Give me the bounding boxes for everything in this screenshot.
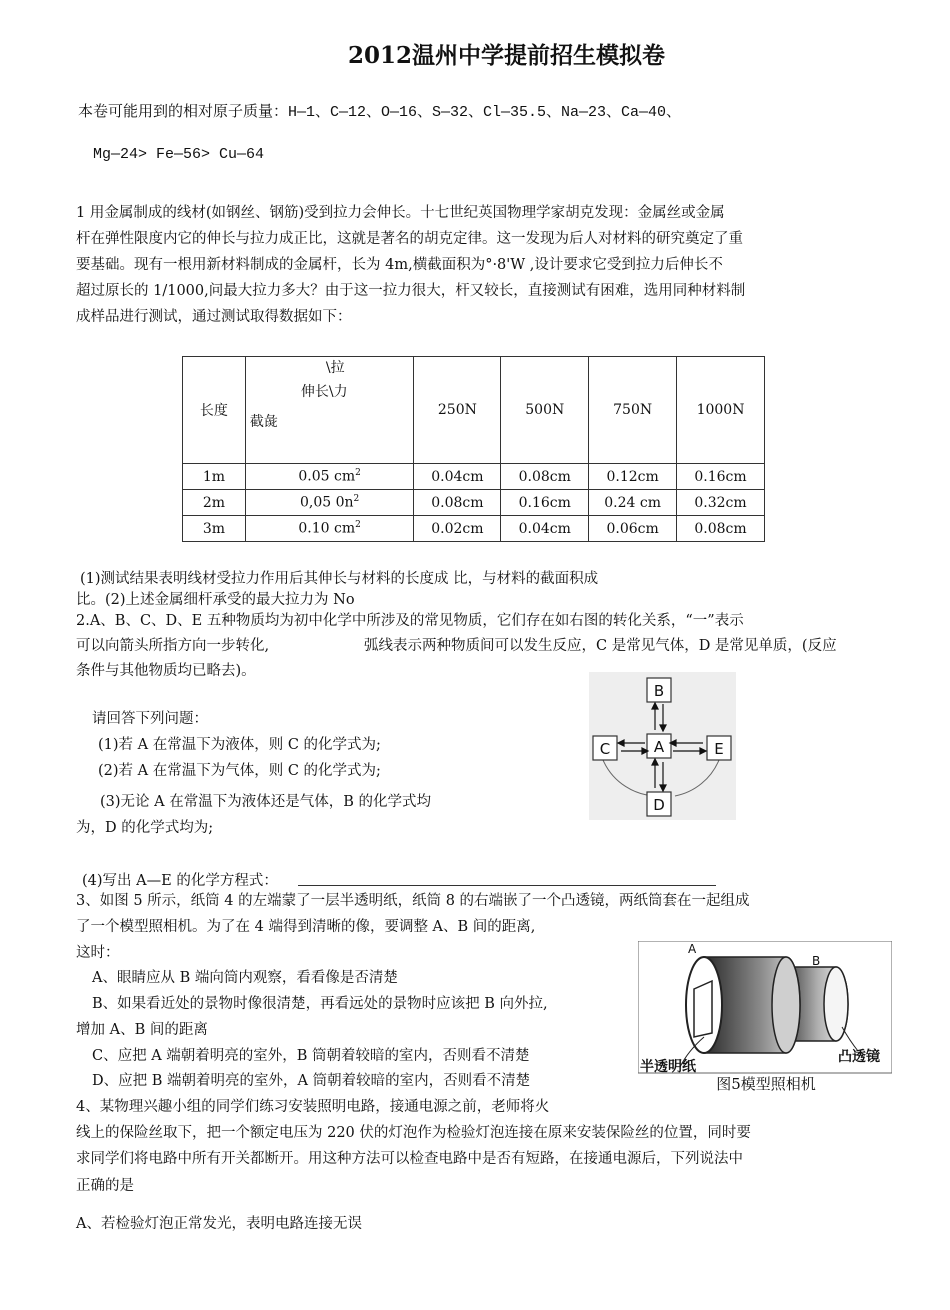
cell-length: 2m <box>183 490 246 516</box>
label-d: D <box>653 796 665 814</box>
diag-label-bottom: 截彘 <box>249 414 278 430</box>
camera-model-figure <box>638 941 892 1095</box>
header-force: 750N <box>589 357 677 464</box>
q1-line: 要基础。现有一根用新材料制成的金属杆，长为 4m,横截面积为°·8'W ,设计要求它受到拉力后伸长不 <box>76 257 723 273</box>
atomic-mass-line-2: Mg—24> Fe—56> Cu—64 <box>93 146 265 163</box>
q3-line-1: 3、如图 5 所示，纸筒 4 的左端蒙了一层半透明纸，纸筒 8 的右端嵌了一个凸透镜，两纸筒套在一起组成 <box>76 893 750 909</box>
cell-length: 1m <box>183 464 246 490</box>
cell-value: 0.16cm <box>677 464 765 490</box>
cell-value: 0.06cm <box>589 516 677 542</box>
header-diagonal-cell <box>245 357 414 464</box>
table-row <box>183 464 765 490</box>
cell-area: 0.10 $cm^2$ <box>245 516 414 542</box>
q2-part-4: (4)写出 A—E 的化学方程式： <box>82 873 278 889</box>
atomic-mass-line-1: 本卷可能用到的相对原子质量：H—1、C—12、O—16、S—32、Cl—35.5、Na—23、Ca—40、 <box>78 104 682 121</box>
q1-line: 成样品进行测试，通过测试取得数据如下： <box>76 309 352 325</box>
cell-length: 3m <box>183 516 246 542</box>
q1-line: 超过原长的 1/1000,问最大拉力多大？由于这一拉力很大，杆又较长，直接测试有困难，选用同种材料制 <box>76 283 746 299</box>
q2-part-2: (2)若 A 在常温下为气体，则 C 的化学式为; <box>98 763 381 779</box>
cell-value: 0.16cm <box>501 490 589 516</box>
q1-data-table <box>182 356 765 542</box>
q2-part-3a: (3)无论 A 在常温下为液体还是气体，B 的化学式均 <box>100 794 431 810</box>
q2-ask: 请回答下列问题： <box>92 711 208 727</box>
q2-line-1: 2.A、B、C、D、E 五种物质均为初中化学中所涉及的常见物质，它们存在如右图的转化关系，“一”表示 <box>76 613 744 629</box>
q1-sub-1: (1)测试结果表明线材受拉力作用后其伸长与材料的长度成 比，与材料的截面积成 <box>80 571 599 587</box>
q3-option-b-cont: 增加 A、B 间的距离 <box>76 1022 208 1038</box>
q2-line-3: 条件与其他物质均已略去)。 <box>76 663 256 679</box>
label-tube-b: B <box>812 954 821 968</box>
label-e: E <box>714 740 724 758</box>
cell-value: 0.04cm <box>414 464 501 490</box>
table-row <box>183 490 765 516</box>
label-tube-a: A <box>688 942 697 956</box>
figure-caption: 图5模型照相机 <box>716 1075 816 1093</box>
label-translucent-paper: 半透明纸 <box>640 1059 696 1075</box>
conversion-diagram <box>589 672 736 820</box>
q4-line-3: 求同学们将电路中所有开关都断开。用这种方法可以检查电路中是否有短路，在接通电源后，下列说法中 <box>76 1151 743 1167</box>
table-row <box>183 516 765 542</box>
translucent-paper <box>694 981 712 1037</box>
q4-line-2: 线上的保险丝取下，把一个额定电压为 220 伏的灯泡作为检验灯泡连接在原来安装保险丝的位置，同时要 <box>76 1125 751 1141</box>
q2-part-3b: 为，D 的化学式均为; <box>76 820 214 836</box>
label-b: B <box>653 682 665 700</box>
diag-label-top: \拉 <box>325 360 345 376</box>
diag-label-mid: 伸长\力 <box>300 384 348 400</box>
q3-option-a: A、眼睛应从 B 端向筒内观察，看看像是否清楚 <box>92 970 398 986</box>
label-c: C <box>599 740 611 758</box>
cell-value: 0.32cm <box>677 490 765 516</box>
q1-sub-2: 比。(2)上述金属细杆承受的最大拉力为 No <box>76 592 355 608</box>
cell-area: 0,05 $0n^2$ <box>245 490 414 516</box>
cell-value: 0.08cm <box>501 464 589 490</box>
q3-option-b: B、如果看近处的景物时像很清楚，再看远处的景物时应该把 B 向外拉, <box>92 996 548 1012</box>
q2-line-2a: 可以向箭头所指方向一步转化, <box>76 638 270 654</box>
q1-line: 1 用金属制成的线材(如钢丝、钢筋)受到拉力会伸长。十七世纪英国物理学家胡克发现：金属丝或金属 <box>76 205 725 221</box>
q4-option-a: A、若检验灯泡正常发光，表明电路连接无误 <box>76 1216 362 1232</box>
q4-line-4: 正确的是 <box>76 1178 134 1194</box>
label-convex-lens: 凸透镜 <box>838 1049 880 1065</box>
header-length: 长度 <box>183 357 246 464</box>
q2-line-2b: 弧线表示两种物质间可以发生反应，C 是常见气体，D 是常见单质，(反应 <box>364 638 837 654</box>
header-force: 1000N <box>677 357 765 464</box>
cell-value: 0.04cm <box>501 516 589 542</box>
cell-value: 0.02cm <box>414 516 501 542</box>
cell-value: 0.12cm <box>589 464 677 490</box>
q3-line-3: 这时： <box>76 945 120 961</box>
q3-option-c: C、应把 A 端朝着明亮的室外，B 筒朝着较暗的室内，否则看不清楚 <box>92 1048 530 1064</box>
q1-line: 杆在弹性限度内它的伸长与拉力成正比，这就是著名的胡克定律。这一发现为后人对材料的研究奠定了重 <box>76 231 743 247</box>
lens-end <box>824 967 848 1041</box>
cell-value: 0.08cm <box>677 516 765 542</box>
label-a: A <box>653 738 665 756</box>
q4-line-1: 4、某物理兴趣小组的同学们练习安装照明电路，接通电源之前，老师将火 <box>76 1099 550 1115</box>
cell-area: 0.05 $cm^2$ <box>245 464 414 490</box>
tube-a-right-rim <box>772 957 800 1053</box>
q2-part-1: (1)若 A 在常温下为液体，则 C 的化学式为; <box>98 737 381 753</box>
answer-line <box>298 885 716 886</box>
cell-value: 0.24 cm <box>589 490 677 516</box>
header-force: 500N <box>501 357 589 464</box>
header-force: 250N <box>414 357 501 464</box>
cell-value: 0.08cm <box>414 490 501 516</box>
q3-line-2: 了一个模型照相机。为了在 4 端得到清晰的像，要调整 A、B 间的距离, <box>76 919 536 935</box>
q3-option-d: D、应把 B 端朝着明亮的室外，A 筒朝着较暗的室内，否则看不清楚 <box>92 1073 531 1089</box>
page-title: 2012温州中学提前招生模拟卷 <box>348 42 666 69</box>
